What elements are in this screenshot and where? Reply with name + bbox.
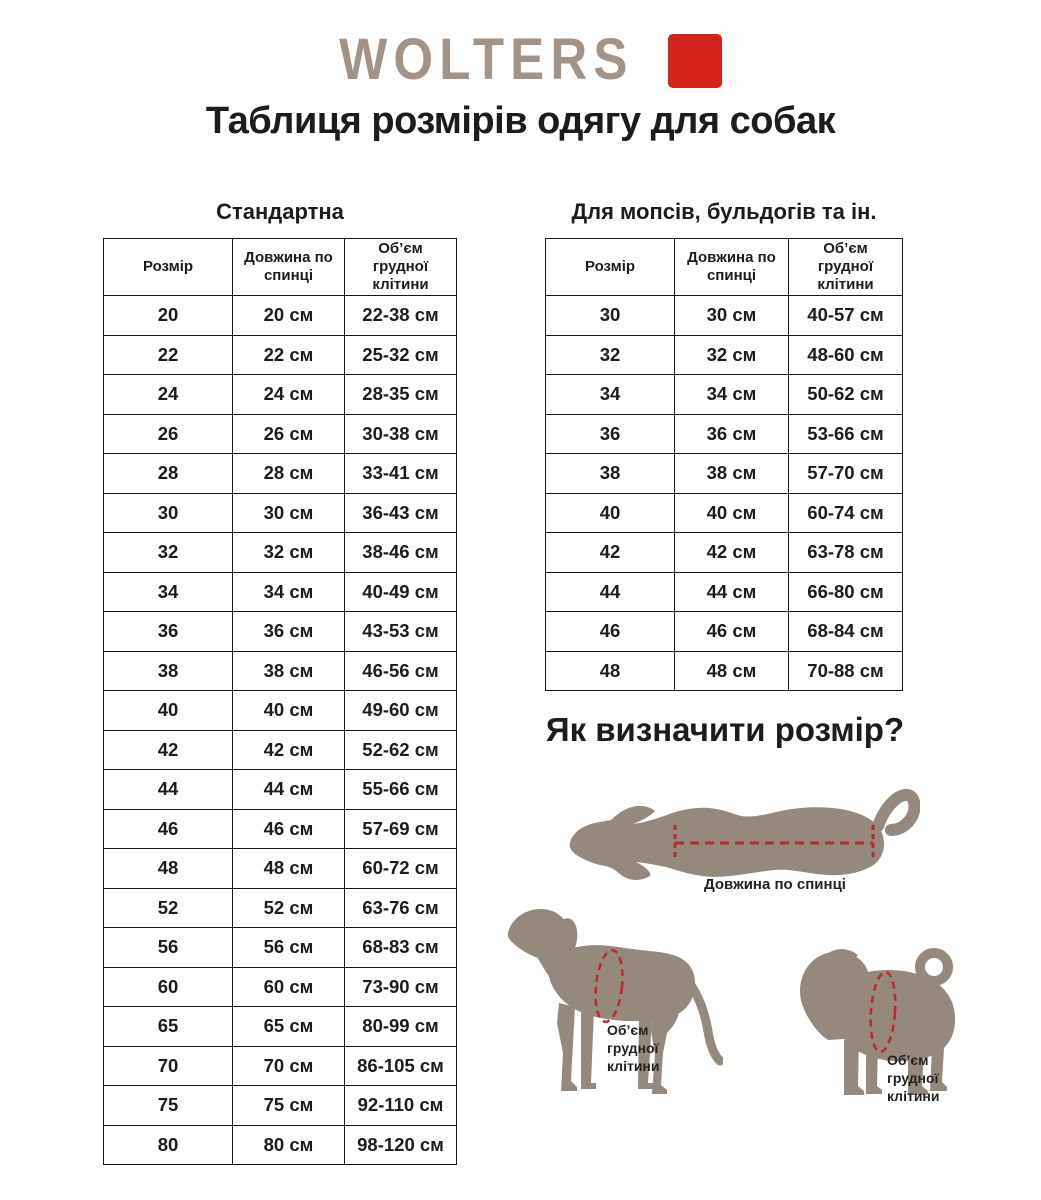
table-cell: 48-60 см	[789, 335, 903, 375]
column-header: Розмір	[546, 239, 675, 296]
table-cell: 32	[104, 533, 233, 573]
chest-label-line: грудної	[887, 1070, 939, 1087]
table-cell: 36	[104, 612, 233, 652]
chest-label-line: клітини	[887, 1088, 940, 1105]
table-row	[546, 375, 903, 415]
table-cell: 20	[104, 296, 233, 336]
pug-table-title: Для мопсів, бульдогів та ін.	[571, 199, 877, 224]
table-cell: 46 см	[233, 809, 345, 849]
table-cell: 22	[104, 335, 233, 375]
table-cell: 25-32 см	[345, 335, 457, 375]
table-row	[546, 493, 903, 533]
table-cell: 75 см	[233, 1086, 345, 1126]
table-cell: 30-38 см	[345, 414, 457, 454]
table-cell: 98-120 см	[345, 1125, 457, 1165]
table-row	[104, 1086, 457, 1126]
table-cell: 48 см	[675, 651, 789, 691]
table-cell: 40-57 см	[789, 296, 903, 336]
table-cell: 36	[546, 414, 675, 454]
table-cell: 28-35 см	[345, 375, 457, 415]
table-cell: 48	[104, 849, 233, 889]
table-cell: 26 см	[233, 414, 345, 454]
table-cell: 46-56 см	[345, 651, 457, 691]
back-length-label: Довжина по спинці	[704, 876, 846, 893]
table-cell: 40	[546, 493, 675, 533]
column-header: Довжина по спинці	[675, 239, 789, 296]
table-cell: 57-69 см	[345, 809, 457, 849]
table-cell: 34	[546, 375, 675, 415]
table-cell: 40-49 см	[345, 572, 457, 612]
table-cell: 46	[546, 612, 675, 652]
table-cell: 42 см	[675, 533, 789, 573]
table-cell: 44 см	[675, 572, 789, 612]
chest-girth-label	[887, 1051, 940, 1106]
table-cell: 75	[104, 1086, 233, 1126]
table-cell: 36 см	[233, 612, 345, 652]
table-row	[104, 375, 457, 415]
chest-label-line: Об’єм	[607, 1022, 649, 1038]
table-cell: 20 см	[233, 296, 345, 336]
table-cell: 52-62 см	[345, 730, 457, 770]
table-row	[104, 1125, 457, 1165]
table-cell: 42	[546, 533, 675, 573]
table-cell: 70-88 см	[789, 651, 903, 691]
table-cell: 68-83 см	[345, 928, 457, 968]
table-cell: 26	[104, 414, 233, 454]
table-cell: 38 см	[233, 651, 345, 691]
pug-size-table	[545, 238, 903, 691]
table-cell: 56 см	[233, 928, 345, 968]
dog-tail-top-view	[878, 795, 914, 830]
table-cell: 60	[104, 967, 233, 1007]
table-cell: 40	[104, 691, 233, 731]
table-cell: 80	[104, 1125, 233, 1165]
table-row	[104, 454, 457, 494]
table-row	[104, 493, 457, 533]
table-cell: 28	[104, 454, 233, 494]
brand-logo	[0, 27, 1041, 92]
table-cell: 38	[546, 454, 675, 494]
column-header: Об’єм грудної клітини	[345, 239, 457, 296]
table-cell: 48	[546, 651, 675, 691]
table-cell: 56	[104, 928, 233, 968]
table-cell: 52	[104, 888, 233, 928]
table-row	[546, 296, 903, 336]
table-cell: 43-53 см	[345, 612, 457, 652]
table-cell: 36 см	[675, 414, 789, 454]
table-cell: 55-66 см	[345, 770, 457, 810]
dog-tail	[691, 985, 720, 1061]
table-row	[104, 533, 457, 573]
chest-label-line: Об’єм	[887, 1052, 929, 1068]
table-cell: 30	[104, 493, 233, 533]
column-header: Довжина по спинці	[233, 239, 345, 296]
table-cell: 80 см	[233, 1125, 345, 1165]
table-cell: 70	[104, 1046, 233, 1086]
table-cell: 24	[104, 375, 233, 415]
table-cell: 63-78 см	[789, 533, 903, 573]
table-cell: 24 см	[233, 375, 345, 415]
table-row	[546, 572, 903, 612]
table-row	[104, 691, 457, 731]
standard-table-title: Стандартна	[216, 199, 344, 224]
page-title: Таблиця розмірів одягу для собак	[205, 100, 836, 142]
chest-label-line: клітини	[607, 1058, 660, 1075]
table-cell: 44	[104, 770, 233, 810]
table-cell: 65 см	[233, 1007, 345, 1047]
table-cell: 50-62 см	[789, 375, 903, 415]
table-cell: 48 см	[233, 849, 345, 889]
column-header: Об’єм грудної клітини	[789, 239, 903, 296]
table-cell: 44 см	[233, 770, 345, 810]
table-cell: 40 см	[675, 493, 789, 533]
table-row	[104, 730, 457, 770]
table-cell: 22-38 см	[345, 296, 457, 336]
table-cell: 49-60 см	[345, 691, 457, 731]
table-cell: 52 см	[233, 888, 345, 928]
table-cell: 32 см	[675, 335, 789, 375]
table-cell: 73-90 см	[345, 967, 457, 1007]
table-row	[104, 928, 457, 968]
table-row	[104, 612, 457, 652]
table-cell: 63-76 см	[345, 888, 457, 928]
table-cell: 30	[546, 296, 675, 336]
header-row	[104, 239, 457, 296]
table-cell: 34 см	[233, 572, 345, 612]
table-row	[546, 533, 903, 573]
pug-curled-tail	[920, 953, 948, 981]
table-row	[104, 572, 457, 612]
standard-size-table	[103, 238, 457, 1165]
table-cell: 22 см	[233, 335, 345, 375]
table-row	[104, 888, 457, 928]
table-cell: 30 см	[675, 296, 789, 336]
table-cell: 42 см	[233, 730, 345, 770]
chest-label-line: грудної	[607, 1040, 659, 1057]
table-row	[546, 454, 903, 494]
table-cell: 53-66 см	[789, 414, 903, 454]
table-cell: 38	[104, 651, 233, 691]
table-cell: 60-72 см	[345, 849, 457, 889]
table-cell: 42	[104, 730, 233, 770]
table-cell: 30 см	[233, 493, 345, 533]
table-row	[104, 967, 457, 1007]
table-row	[104, 651, 457, 691]
table-cell: 46	[104, 809, 233, 849]
table-cell: 44	[546, 572, 675, 612]
table-row	[546, 335, 903, 375]
table-cell: 86-105 см	[345, 1046, 457, 1086]
table-row	[104, 1007, 457, 1047]
table-row	[104, 414, 457, 454]
table-row	[104, 849, 457, 889]
dog-front-leg-far	[581, 1009, 596, 1089]
table-row	[546, 414, 903, 454]
table-row	[104, 770, 457, 810]
column-header: Розмір	[104, 239, 233, 296]
table-cell: 65	[104, 1007, 233, 1047]
header-row	[546, 239, 903, 296]
table-row	[104, 296, 457, 336]
table-cell: 46 см	[675, 612, 789, 652]
table-cell: 92-110 см	[345, 1086, 457, 1126]
table-row	[104, 809, 457, 849]
table-cell: 28 см	[233, 454, 345, 494]
table-row	[546, 612, 903, 652]
top-view-dog-illustration	[545, 762, 920, 887]
table-cell: 33-41 см	[345, 454, 457, 494]
table-cell: 57-70 см	[789, 454, 903, 494]
brand-logo-text: WOLTERS	[339, 27, 634, 92]
chest-girth-label	[607, 1021, 660, 1076]
table-cell: 32 см	[233, 533, 345, 573]
dog-front-leg	[557, 1003, 577, 1091]
table-cell: 66-80 см	[789, 572, 903, 612]
table-cell: 70 см	[233, 1046, 345, 1086]
brand-logo-square-icon	[668, 34, 722, 88]
table-cell: 80-99 см	[345, 1007, 457, 1047]
table-row	[104, 1046, 457, 1086]
table-cell: 68-84 см	[789, 612, 903, 652]
table-cell: 60-74 см	[789, 493, 903, 533]
table-cell: 36-43 см	[345, 493, 457, 533]
table-cell: 60 см	[233, 967, 345, 1007]
table-cell: 38 см	[675, 454, 789, 494]
table-row	[104, 335, 457, 375]
how-to-title: Як визначити розмір?	[545, 711, 905, 748]
table-cell: 32	[546, 335, 675, 375]
table-cell: 34 см	[675, 375, 789, 415]
table-row	[546, 651, 903, 691]
table-cell: 34	[104, 572, 233, 612]
table-cell: 38-46 см	[345, 533, 457, 573]
table-cell: 40 см	[233, 691, 345, 731]
